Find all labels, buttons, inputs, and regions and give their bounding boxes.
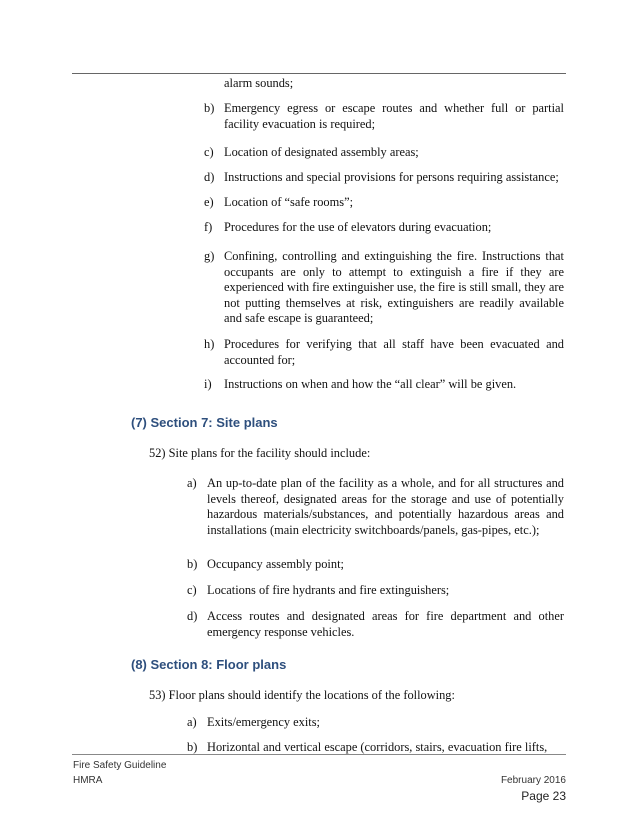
site-plan-item-b (187, 557, 564, 573)
site-plan-item-c (187, 583, 564, 599)
list-text: Instructions on when and how the “all clear” will be given. (224, 377, 517, 391)
list-item-g (204, 249, 564, 327)
floor-plan-item-a (187, 715, 564, 731)
list-marker: a) (187, 715, 197, 729)
list-marker: b) (187, 557, 198, 571)
header-rule (72, 73, 566, 74)
list-item-b (204, 101, 564, 132)
list-marker: i) (204, 377, 212, 391)
list-item-i (204, 377, 564, 393)
list-text: An up-to-date plan of the facility as a whole, and for all structures and levels thereof, designated areas for the storage and use of potentially hazardous materials/substances, and potentially hazardous areas and installations (main electricity switchboards/panels, gas-pipes, etc.); (207, 476, 564, 537)
list-text: Occupancy assembly point; (207, 557, 344, 571)
section-7-heading: (7) Section 7: Site plans (131, 415, 278, 430)
list-marker: f) (204, 220, 213, 234)
list-marker: c) (187, 583, 197, 597)
list-text: Locations of fire hydrants and fire extinguishers; (207, 583, 450, 597)
list-marker: d) (204, 170, 215, 184)
list-marker: e) (204, 195, 214, 209)
continuation-text (204, 76, 564, 92)
list-text: Location of designated assembly areas; (224, 145, 419, 159)
list-text: Procedures for the use of elevators during evacuation; (224, 220, 492, 234)
list-text: Instructions and special provisions for persons requiring assistance; (224, 170, 559, 184)
list-marker: a) (187, 476, 197, 490)
list-text: Confining, controlling and extinguishing the fire. Instructions that occupants are only to attempt to extinguish a fire if they are experienced with fire extinguisher use, the fire is still small, they are not putting themselves at risk, extinguishers are readily available and safe escape is guaranteed; (224, 249, 564, 326)
list-text: Location of “safe rooms”; (224, 195, 354, 209)
list-marker: g) (204, 249, 215, 263)
continuation-text-content: alarm sounds; (224, 76, 294, 90)
list-text: Access routes and designated areas for fire department and other emergency response vehicles. (207, 609, 564, 639)
list-marker: b) (204, 101, 215, 115)
list-item-f (204, 220, 564, 236)
list-text: Horizontal and vertical escape (corridors, stairs, evacuation fire lifts, (207, 740, 548, 754)
list-item-d (204, 170, 564, 186)
footer-org: HMRA (73, 775, 103, 786)
footer-rule (72, 754, 566, 755)
footer-page-number: Page 23 (521, 789, 566, 803)
footer-date: February 2016 (500, 775, 566, 786)
list-marker: d) (187, 609, 198, 623)
list-text: Emergency egress or escape routes and whether full or partial facility evacuation is required; (224, 101, 564, 131)
list-marker: b) (187, 740, 198, 754)
section-8-intro: 53) Floor plans should identify the locations of the following: (149, 688, 455, 702)
list-marker: h) (204, 337, 215, 351)
footer-doc-title: Fire Safety Guideline (73, 760, 167, 771)
list-text: Exits/emergency exits; (207, 715, 320, 729)
list-marker: c) (204, 145, 214, 159)
list-text: Procedures for verifying that all staff have been evacuated and accounted for; (224, 337, 564, 367)
site-plan-item-d (187, 609, 564, 640)
list-item-e (204, 195, 564, 211)
list-item-c (204, 145, 564, 161)
section-7-intro: 52) Site plans for the facility should include: (149, 446, 371, 460)
list-item-h (204, 337, 564, 368)
section-8-heading: (8) Section 8: Floor plans (131, 657, 287, 672)
site-plan-item-a (187, 476, 564, 538)
